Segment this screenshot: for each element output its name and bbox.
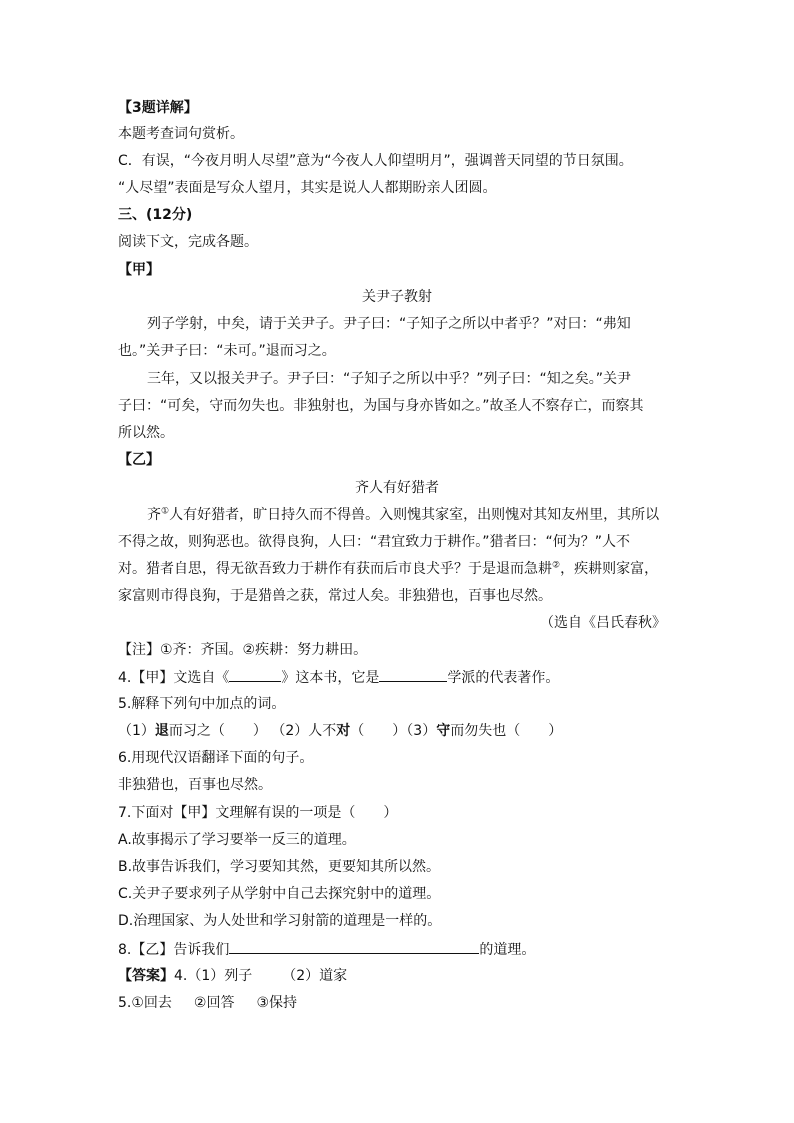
question-6-sentence: 非独猎也，百事也尽然。 xyxy=(118,777,272,793)
jia-paragraph2-line1: 三年，又以报关尹子。尹子曰：“子知子之所以中乎？”列子曰：“知之矣。”关尹 xyxy=(147,371,632,387)
q5-item1-text: 而习之（ ） xyxy=(168,723,267,739)
q5-item1-number: （1） xyxy=(118,723,155,739)
yi-text: 对。猎者自思，得无欲吾致力于耕作有获而后市良犬乎？于是退而急耕 xyxy=(118,561,552,577)
answer-blank-q8[interactable] xyxy=(229,939,479,954)
q7-option-b: B.故事告诉我们，学习要知其然，更要知其所以然。 xyxy=(118,859,441,875)
q5-item2-text: （2）人不 xyxy=(271,723,337,739)
yi-line2: 不得之故，则狗恶也。欲得良狗，人曰：“君宜致力于耕作。”猎者曰：“何为？”人不 xyxy=(118,534,631,550)
question-6: 6.用现代汉语翻译下面的句子。 xyxy=(118,750,314,766)
jia-paragraph1-line1: 列子学射，中矣，请于关尹子。尹子曰：“子知子之所以中者乎？”对曰：“弗知 xyxy=(147,316,631,332)
answer-blank-book[interactable] xyxy=(229,667,281,682)
answer-blank-school[interactable] xyxy=(379,667,447,682)
question-7: 7.下面对【甲】文理解有误的一项是（ ） xyxy=(118,805,398,821)
passage-yi-title: 齐人有好猎者 xyxy=(355,480,439,496)
q5-item1-dotted-word: 退 xyxy=(154,723,169,739)
question-8 xyxy=(118,939,535,960)
q5-item2-dotted-word: 对 xyxy=(336,723,351,739)
q7-option-a: A.故事揭示了学习要举一反三的道理。 xyxy=(118,832,356,848)
answer-5-1: 5.①回去 xyxy=(118,995,172,1011)
q5-item3-dotted-word: 守 xyxy=(436,723,451,739)
q4-text: 4.【甲】文选自《 xyxy=(118,670,230,686)
answer-4-2: （2）道家 xyxy=(282,968,348,984)
yi-line1 xyxy=(147,505,659,525)
q4-text: 学派的代表著作。 xyxy=(447,670,560,686)
question-4 xyxy=(118,667,559,688)
q8-text: 8.【乙】告诉我们 xyxy=(118,942,230,958)
yi-line3 xyxy=(118,559,658,579)
q5-item3-text: 而勿失也（ ） xyxy=(450,723,563,739)
answer-q5 xyxy=(118,993,297,1013)
question-5: 5.解释下列句中加点的词。 xyxy=(118,696,286,712)
answer-5-3: ③保持 xyxy=(256,995,298,1011)
yi-line4: 家富则市得良狗，于是猎兽之获，常过人矣。非独猎也，百事也尽然。 xyxy=(118,588,552,604)
answer-q4 xyxy=(118,966,347,986)
yi-text: 齐 xyxy=(147,507,161,523)
jia-paragraph1-line2: 也。”关尹子曰：“未可。”退而习之。 xyxy=(118,343,336,359)
section-three-heading: 三、(12分) xyxy=(118,207,193,223)
q3-option-c-line2: “人尽望”表面是写众人望月，其实是说人人都期盼亲人团圆。 xyxy=(118,180,497,196)
reading-instruction: 阅读下文，完成各题。 xyxy=(118,234,258,250)
footnote-marker-2: ② xyxy=(552,560,561,571)
yi-text: ，疾耕则家富， xyxy=(560,561,659,577)
q8-text: 的道理。 xyxy=(479,942,536,958)
jia-paragraph2-line3: 所以然。 xyxy=(118,425,174,441)
answer-5-2: ②回答 xyxy=(193,995,235,1011)
passage-yi-label: 【乙】 xyxy=(118,452,160,468)
source-citation: （选自《吕氏春秋》 xyxy=(540,615,666,631)
question-5-items xyxy=(118,721,562,741)
q3-option-c-line1: C．有误，“今夜月明人尽望”意为“今夜人人仰望明月”，强调普天同望的节日氛围。 xyxy=(118,153,633,169)
yi-text: 人有好猎者，旷日持久而不得兽。入则愧其家室，出则愧对其知友州里，其所以 xyxy=(169,507,660,523)
passage-jia-title: 关尹子教射 xyxy=(362,289,432,305)
q5-item2-blank: （ ） xyxy=(350,723,407,739)
footnotes: 【注】①齐：齐国。②疾耕：努力耕田。 xyxy=(118,642,368,658)
q7-option-c: C.关尹子要求列子从学射中自己去探究射中的道理。 xyxy=(118,886,441,902)
passage-jia-label: 【甲】 xyxy=(118,262,160,278)
q7-option-d: D.治理国家、为人处世和学习射箭的道理是一样的。 xyxy=(118,913,442,929)
q3-intro: 本题考查词句赏析。 xyxy=(118,126,244,142)
answer-label: 【答案】 xyxy=(118,968,174,984)
section-header-q3: 【3题详解】 xyxy=(118,100,198,116)
q5-item3-number: （3） xyxy=(406,723,437,739)
q4-text: 》这本书，它是 xyxy=(281,670,380,686)
jia-paragraph2-line2: 子曰：“可矣，守而勿失也。非独射也，为国与身亦皆如之。”故圣人不察存亡，而察其 xyxy=(118,398,644,414)
answer-4-1: 4.（1）列子 xyxy=(174,968,253,984)
footnote-marker-1: ① xyxy=(161,506,170,517)
